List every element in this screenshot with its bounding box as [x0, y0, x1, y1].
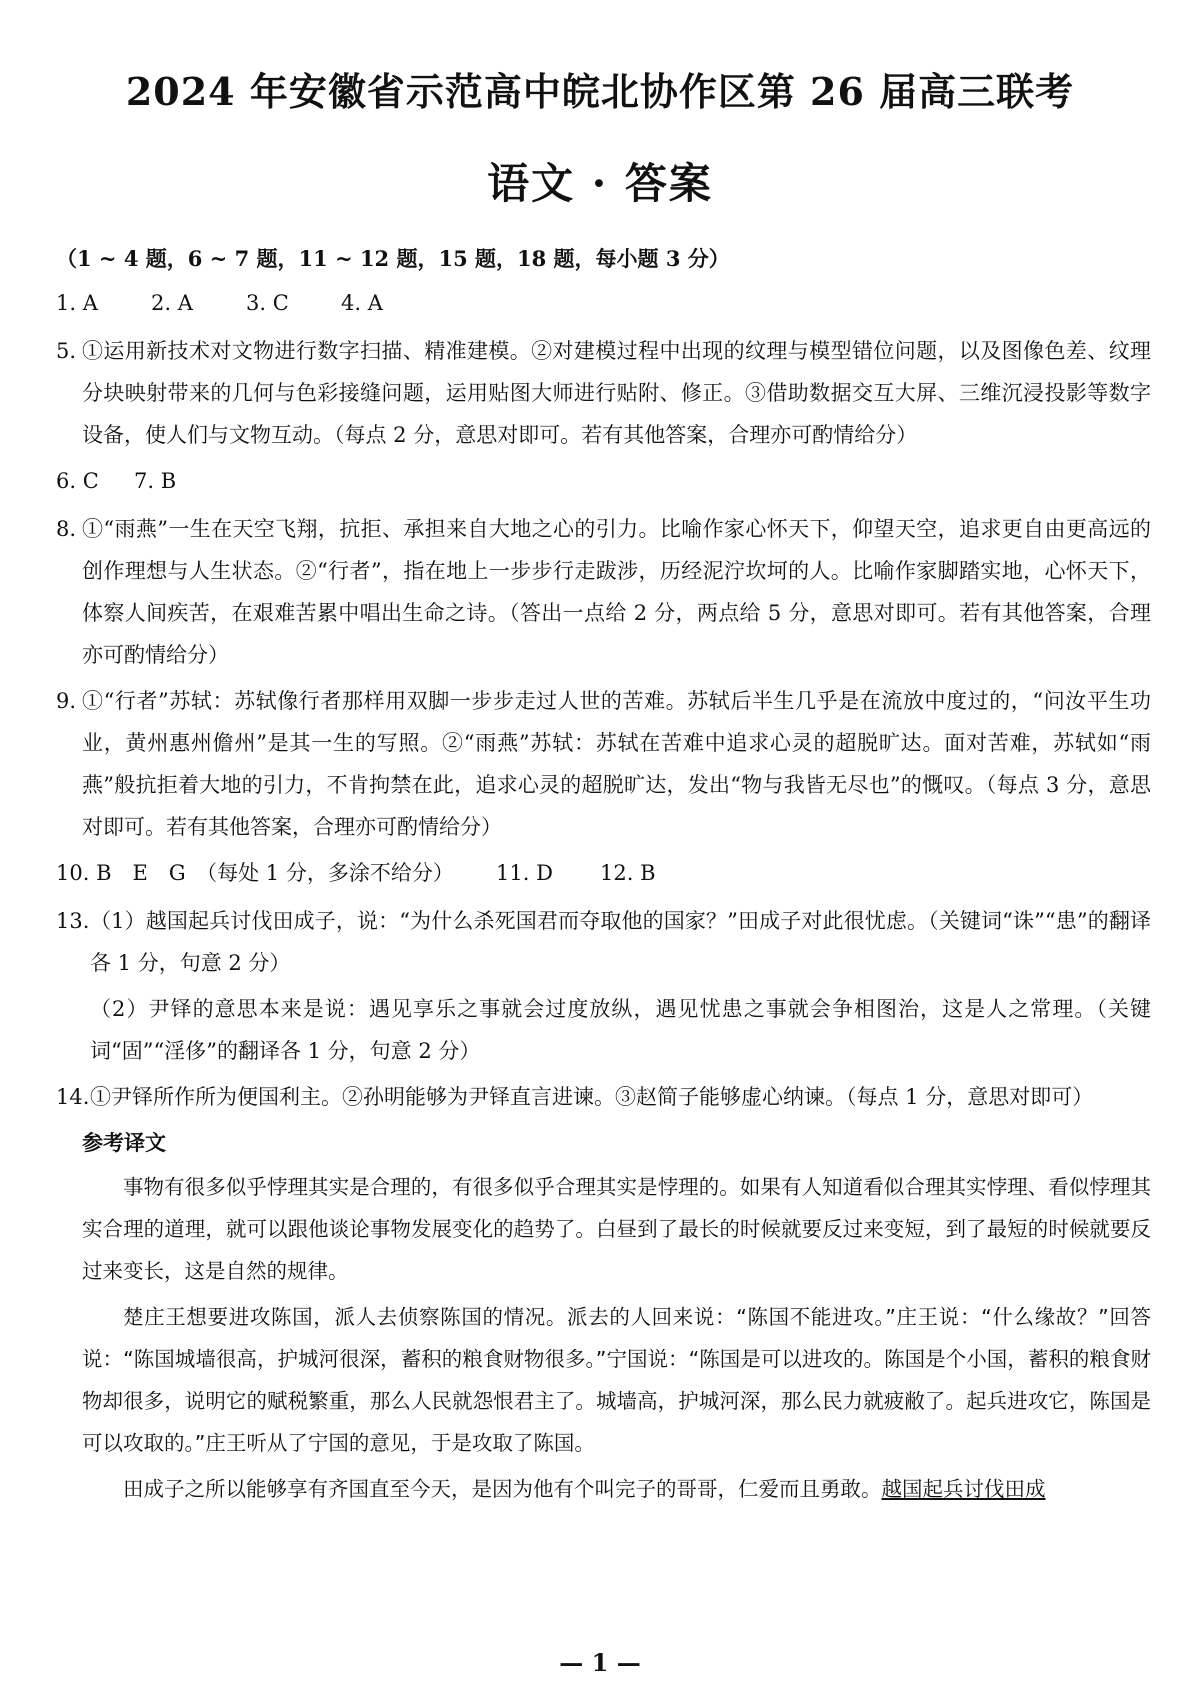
question-number: 8.	[56, 517, 77, 541]
answer-13-part-1: （1）越国起兵讨伐田成子，说：“为什么杀死国君而夺取他的国家？”田成子对此很忧虑。（关键词“诛”“患”的翻译各 1 分，句意 2 分）	[90, 909, 1151, 975]
answer-text: ①“行者”苏轼：苏轼像行者那样用双脚一步步走过人世的苦难。苏轼后半生几乎是在流放中度过的，“问汝平生功业，黄州惠州儋州”是其一生的写照。②“雨燕”苏轼：苏轼在苦难中追求心灵的超脱旷达。面对苦难，苏轼如“雨燕”般抗拒着大地的引力，不肯拘禁在此，追求心灵的超脱旷达，发出“物与我皆无尽也”的慨叹。（每点 3 分，意思对即可。若有其他答案，合理亦可酌情给分）	[82, 689, 1151, 839]
answer-13-part-2: （2）尹铎的意思本来是说：遇见享乐之事就会过度放纵，遇见忧患之事就会争相图治，这是人之常理。（关键词“固”“淫侈”的翻译各 1 分，句意 2 分）	[90, 997, 1151, 1063]
translation-paragraph-3-text: 田成子之所以能够享有齐国直至今天，是因为他有个叫完子的哥哥，仁爱而且勇敢。	[123, 1477, 882, 1501]
document-title: 2024 年安徽省示范高中皖北协作区第 26 届高三联考	[125, 69, 1075, 114]
answer-12: 12. B	[600, 861, 656, 885]
answer-text: ①“雨燕”一生在天空飞翔，抗拒、承担来自大地之心的引力。比喻作家心怀天下，仰望天空，追求更自由更高远的创作理想与人生状态。②“行者”，指在地上一步步行走跋涉，历经泥泞坎坷的人。比喻作家脚踏实地，心怀天下，体察人间疾苦，在艰难苦累中唱出生命之诗。（答出一点给 2 分，两点给 5 分，意思对即可。若有其他答案，合理亦可酌情给分）	[82, 517, 1151, 667]
answer-11: 11. D	[496, 861, 553, 885]
answer-row-10-12	[56, 852, 1151, 894]
translation-paragraph-3	[56, 1468, 1151, 1510]
answer-text: ①尹铎所作所为便国利主。②孙明能够为尹铎直言进谏。③赵简子能够虚心纳谏。（每点 1 分，意思对即可）	[90, 1085, 1094, 1109]
answer-2: 2. A	[151, 291, 193, 315]
answer-13	[56, 900, 1151, 984]
page-number: — 1 —	[559, 1648, 641, 1677]
answer-7: 7. B	[134, 469, 177, 493]
answer-10: 10. B E G （每处 1 分，多涂不给分）	[56, 861, 454, 885]
translation-paragraph-2: 楚庄王想要进攻陈国，派人去侦察陈国的情况。派去的人回来说：“陈国不能进攻。”庄王说：“什么缘故？”回答说：“陈国城墙很高，护城河很深，蓄积的粮食财物很多。”宁国说：“陈国是可以进攻的。陈国是个小国，蓄积的粮食财物却很多，说明它的赋税繁重，那么人民就怨恨君主了。城墙高，护城河深，那么民力就疲敝了。起兵进攻它，陈国是可以攻取的。”庄王听从了宁国的意见，于是攻取了陈国。	[82, 1305, 1151, 1455]
question-number: 9.	[56, 689, 77, 713]
answer-8	[56, 508, 1151, 676]
answer-6: 6. C	[56, 469, 99, 493]
answer-row-1-4	[56, 282, 1151, 324]
answer-1: 1. A	[56, 291, 98, 315]
scoring-note: （1 ~ 4 题，6 ~ 7 题，11 ~ 12 题，15 题，18 题，每小题 3 分）	[56, 246, 730, 271]
document-subtitle: 语文 · 答案	[487, 159, 713, 208]
question-number: 13.	[56, 909, 90, 933]
answer-text: ①运用新技术对文物进行数字扫描、精准建模。②对建模过程中出现的纹理与模型错位问题，以及图像色差、纹理分块映射带来的几何与色彩接缝问题，运用贴图大师进行贴附、修正。③借助数据交互大屏、三维沉浸投影等数字设备，使人们与文物互动。（每点 2 分，意思对即可。若有其他答案，合理亦可酌情给分）	[82, 339, 1151, 447]
translation-paragraph-1: 事物有很多似乎悖理其实是合理的，有很多似乎合理其实是悖理的。如果有人知道看似合理其实悖理、看似悖理其实合理的道理，就可以跟他谈论事物发展变化的趋势了。白昼到了最长的时候就要反过来变短，到了最短的时候就要反过来变长，这是自然的规律。	[82, 1175, 1151, 1283]
question-number: 14.	[56, 1085, 90, 1109]
answer-5	[56, 330, 1151, 456]
answer-row-6-7	[56, 460, 1151, 502]
translation-heading: 参考译文	[82, 1130, 166, 1155]
answer-3: 3. C	[246, 291, 289, 315]
underlined-text: 越国起兵讨伐田成	[881, 1477, 1046, 1501]
answer-14	[56, 1076, 1151, 1118]
document-body	[56, 238, 1151, 1514]
answer-4: 4. A	[341, 291, 383, 315]
answer-9	[56, 680, 1151, 848]
question-number: 5.	[56, 339, 77, 363]
